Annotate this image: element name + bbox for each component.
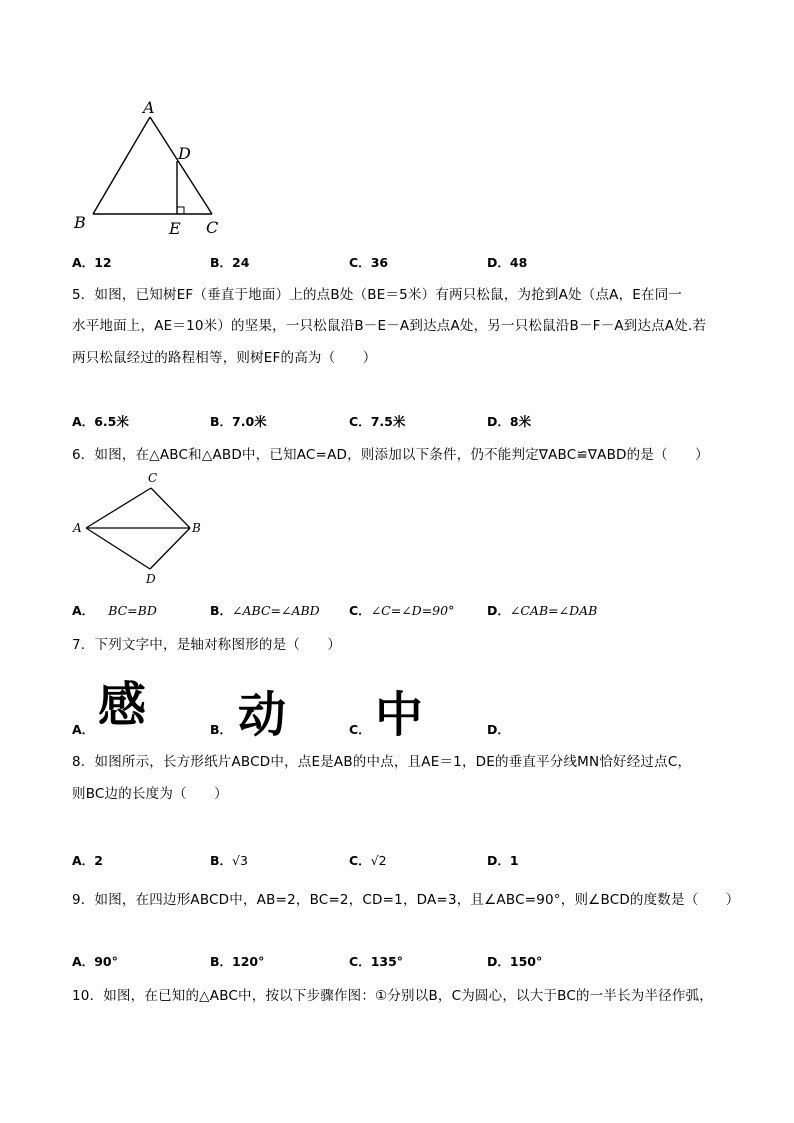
side-ac [86,488,151,528]
q8-option-a[interactable]: A．2 [72,853,103,868]
q5-text-line3: 两只松鼠经过的路程相等，则树EF的高为（ ） [72,350,377,366]
q8-option-d[interactable]: D．1 [487,853,519,868]
q6-option-b[interactable]: B．∠ABC=∠ABD [210,603,320,618]
q10-text-line1: 10．如图，在已知的△ABC中，按以下步骤作图：①分别以B，C为圆心，以大于BC的一半长为半径作弧， [72,988,713,1004]
q9-option-d[interactable]: D．150° [487,954,543,969]
q9-text-line1: 9．如图，在四边形ABCD中，AB=2，BC=2，CD=1，DA=3，且∠ABC=90°，则∠BCD的度数是（ ） [72,892,740,908]
q4-option-d[interactable]: D．48 [487,255,528,270]
q7-char-gan: 感 [98,677,147,733]
label-c: C [148,471,158,485]
q8-text-line2: 则BC边的长度为（ ） [72,786,228,802]
q9-option-c[interactable]: C．135° [349,954,404,969]
label-e: E [169,219,181,238]
q8-option-c[interactable]: C．√2 [349,853,387,868]
q7-option-b[interactable]: B． [210,722,233,737]
q4-option-c[interactable]: C．36 [349,255,389,270]
label-b: B [74,213,86,232]
side-cb [151,488,190,528]
q5-option-b[interactable]: B．7.0米 [210,414,267,429]
label-c: C [206,218,219,237]
q7-option-d[interactable]: D． [487,722,510,737]
q5-option-d[interactable]: D．8米 [487,414,532,429]
q5-text-line1: 5．如图，已知树EF（垂直于地面）上的点B处（BE＝5米）有两只松鼠，为抢到A处（点A，E在同一 [72,287,683,303]
q7-option-a[interactable]: A． [72,722,95,737]
q4-option-b[interactable]: B．24 [210,255,250,270]
q6-text-line1: 6．如图，在△ABC和△ABD中，已知AC=AD，则添加以下条件，仍不能判定∇ABC≌∇ABD的是（ ） [72,447,709,463]
q8-text-line1: 8．如图所示，长方形纸片ABCD中，点E是AB的中点，且AE＝1，DE的垂直平分线MN恰好经过点C， [72,754,692,770]
q6-option-c[interactable]: C．∠C=∠D=90° [349,603,455,618]
q6-option-a[interactable]: A． BC=BD [72,603,157,618]
q5-text-line2: 水平地面上，AE＝10米）的坚果，一只松鼠沿B－E－A到达点A处，另一只松鼠沿B－F－A到达点A处.若 [72,318,707,334]
q6-option-d[interactable]: D．∠CAB=∠DAB [487,603,598,618]
label-a: A [73,521,82,535]
side-db [150,528,190,569]
q9-option-a[interactable]: A．90° [72,954,118,969]
q7-char-zhong: 中 [375,687,424,743]
q5-option-c[interactable]: C．7.5米 [349,414,406,429]
label-b: B [192,521,201,535]
q8-option-b[interactable]: B．√3 [210,853,248,868]
side-ad [86,528,150,569]
q7-text-line1: 7．下列文字中，是轴对称图形的是（ ） [72,637,342,653]
q9-option-b[interactable]: B．120° [210,954,265,969]
q4-option-a[interactable]: A．12 [72,255,112,270]
label-d: D [178,144,191,163]
q7-char-dong: 动 [238,687,287,743]
q5-option-a[interactable]: A．6.5米 [72,414,129,429]
label-a: A [143,98,155,117]
label-d: D [146,572,156,586]
q7-option-c[interactable]: C． [349,722,371,737]
